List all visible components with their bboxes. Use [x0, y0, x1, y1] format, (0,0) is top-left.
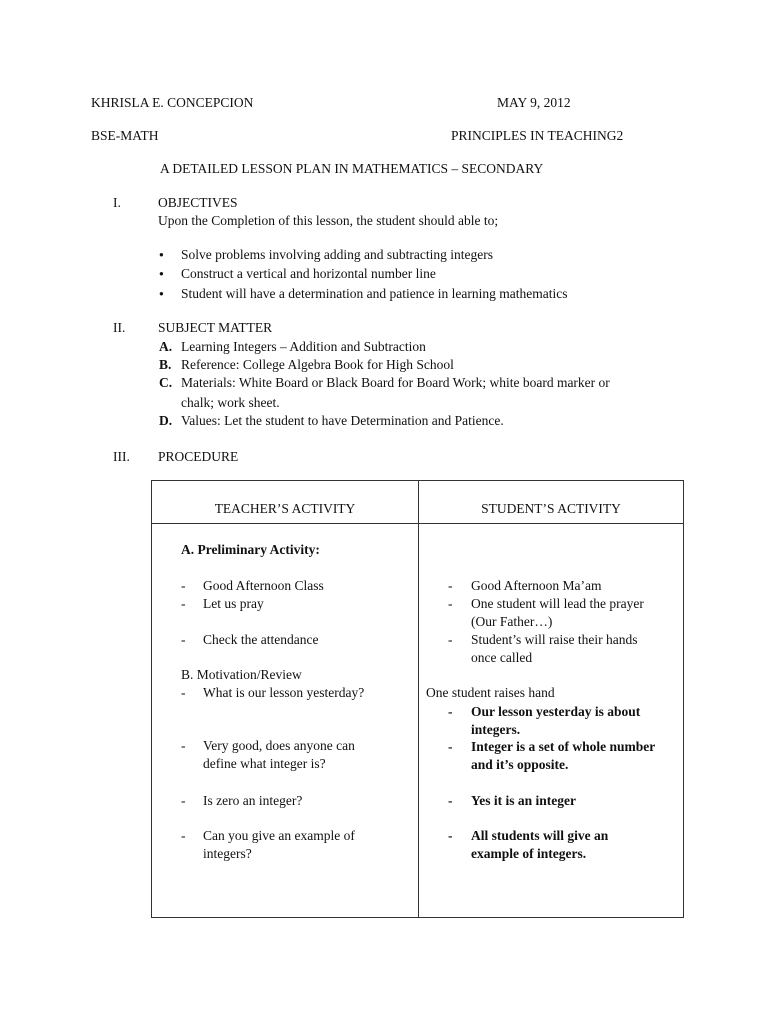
dash: - — [448, 793, 453, 808]
column-divider — [418, 481, 419, 917]
student-item-text: Student’s will raise their hands — [471, 632, 638, 647]
dash: - — [448, 739, 453, 754]
objectives-numeral: I. — [113, 195, 121, 210]
preliminary-activity-label: A. Preliminary Activity: — [181, 542, 320, 557]
procedure-numeral: III. — [113, 449, 130, 464]
teacher-item-text: What is our lesson yesterday? — [203, 685, 365, 700]
item-text: Reference: College Algebra Book for High School — [181, 357, 454, 372]
dash: - — [448, 596, 453, 611]
teacher-item — [181, 737, 355, 755]
dash: - — [448, 632, 453, 647]
teacher-item — [181, 577, 324, 595]
subject-matter-item-b — [159, 356, 454, 374]
author-name: KHRISLA E. CONCEPCION — [91, 95, 254, 110]
item-text: Learning Integers – Addition and Subtraction — [181, 339, 426, 354]
subject-matter-heading: SUBJECT MATTER — [158, 320, 273, 335]
item-text: Values: Let the student to have Determination and Patience. — [181, 413, 504, 428]
dash: - — [181, 828, 186, 843]
objective-item: ● Solve problems involving adding and subtracting integers — [181, 246, 493, 264]
teacher-item — [181, 631, 318, 649]
document-date: MAY 9, 2012 — [497, 95, 571, 110]
subject-matter-item-a — [159, 338, 426, 356]
student-answer — [448, 792, 576, 810]
teacher-item-text: Good Afternoon Class — [203, 578, 324, 593]
student-answer-text: Our lesson yesterday is about — [471, 704, 641, 719]
item-text: Materials: White Board or Black Board for Board Work; white board marker or — [181, 375, 610, 390]
student-item — [448, 595, 644, 613]
dash: - — [448, 828, 453, 843]
student-answer-cont: integers. — [471, 722, 521, 737]
dash: - — [181, 793, 186, 808]
dash: - — [181, 685, 186, 700]
dash: - — [181, 632, 186, 647]
dash: - — [181, 738, 186, 753]
dash: - — [181, 578, 186, 593]
teacher-item-text: Very good, does anyone can — [203, 738, 355, 753]
procedure-table — [151, 480, 684, 918]
student-item-cont: (Our Father…) — [471, 614, 553, 629]
objectives-heading: OBJECTIVES — [158, 195, 238, 210]
teacher-item — [181, 827, 355, 845]
subject-matter-item-d — [159, 412, 504, 430]
document-title: A DETAILED LESSON PLAN IN MATHEMATICS – SECONDARY — [160, 161, 544, 176]
student-item-text: Good Afternoon Ma’am — [471, 578, 602, 593]
item-letter: A. — [159, 339, 173, 354]
dash: - — [448, 704, 453, 719]
teacher-item-cont: integers? — [203, 846, 252, 861]
teacher-item-text: Let us pray — [203, 596, 264, 611]
teacher-item — [181, 684, 364, 702]
item-letter: D. — [159, 413, 173, 428]
header-divider — [152, 523, 683, 524]
student-answer — [448, 827, 608, 845]
objective-item: ● Student will have a determination and patience in learning mathematics — [181, 285, 568, 303]
item-letter: C. — [159, 375, 173, 390]
student-item — [448, 577, 601, 595]
procedure-heading: PROCEDURE — [158, 449, 239, 464]
teacher-item-text: Check the attendance — [203, 632, 319, 647]
teacher-item — [181, 792, 302, 810]
teacher-item-text: Is zero an integer? — [203, 793, 303, 808]
student-answer — [448, 738, 655, 756]
teacher-item-cont: define what integer is? — [203, 756, 326, 771]
dash: - — [448, 578, 453, 593]
student-item-text: One student will lead the prayer — [471, 596, 644, 611]
subject-label: PRINCIPLES IN TEACHING2 — [451, 128, 624, 143]
student-item — [448, 631, 637, 649]
student-item-cont: once called — [471, 650, 533, 665]
item-letter: B. — [159, 357, 172, 372]
teacher-item-text: Can you give an example of — [203, 828, 355, 843]
objective-item: ● Construct a vertical and horizontal number line — [181, 265, 436, 283]
subject-matter-item-c-cont: chalk; work sheet. — [181, 395, 280, 410]
student-answer-cont: and it’s opposite. — [471, 757, 569, 772]
student-note: One student raises hand — [426, 685, 555, 700]
student-answer-text: All students will give an — [471, 828, 609, 843]
teacher-item — [181, 595, 264, 613]
subject-matter-numeral: II. — [113, 320, 126, 335]
objectives-intro: Upon the Completion of this lesson, the student should able to; — [158, 213, 499, 228]
student-answer-cont: example of integers. — [471, 846, 587, 861]
student-answer — [448, 703, 640, 721]
student-answer-text: Yes it is an integer — [471, 793, 576, 808]
motivation-review-label: B. Motivation/Review — [181, 667, 302, 682]
course-label: BSE-MATH — [91, 128, 159, 143]
student-answer-text: Integer is a set of whole number — [471, 739, 656, 754]
subject-matter-item-c — [159, 374, 610, 392]
student-activity-header: STUDENT’S ACTIVITY — [481, 501, 621, 516]
dash: - — [181, 596, 186, 611]
teacher-activity-header: TEACHER’S ACTIVITY — [214, 501, 356, 516]
